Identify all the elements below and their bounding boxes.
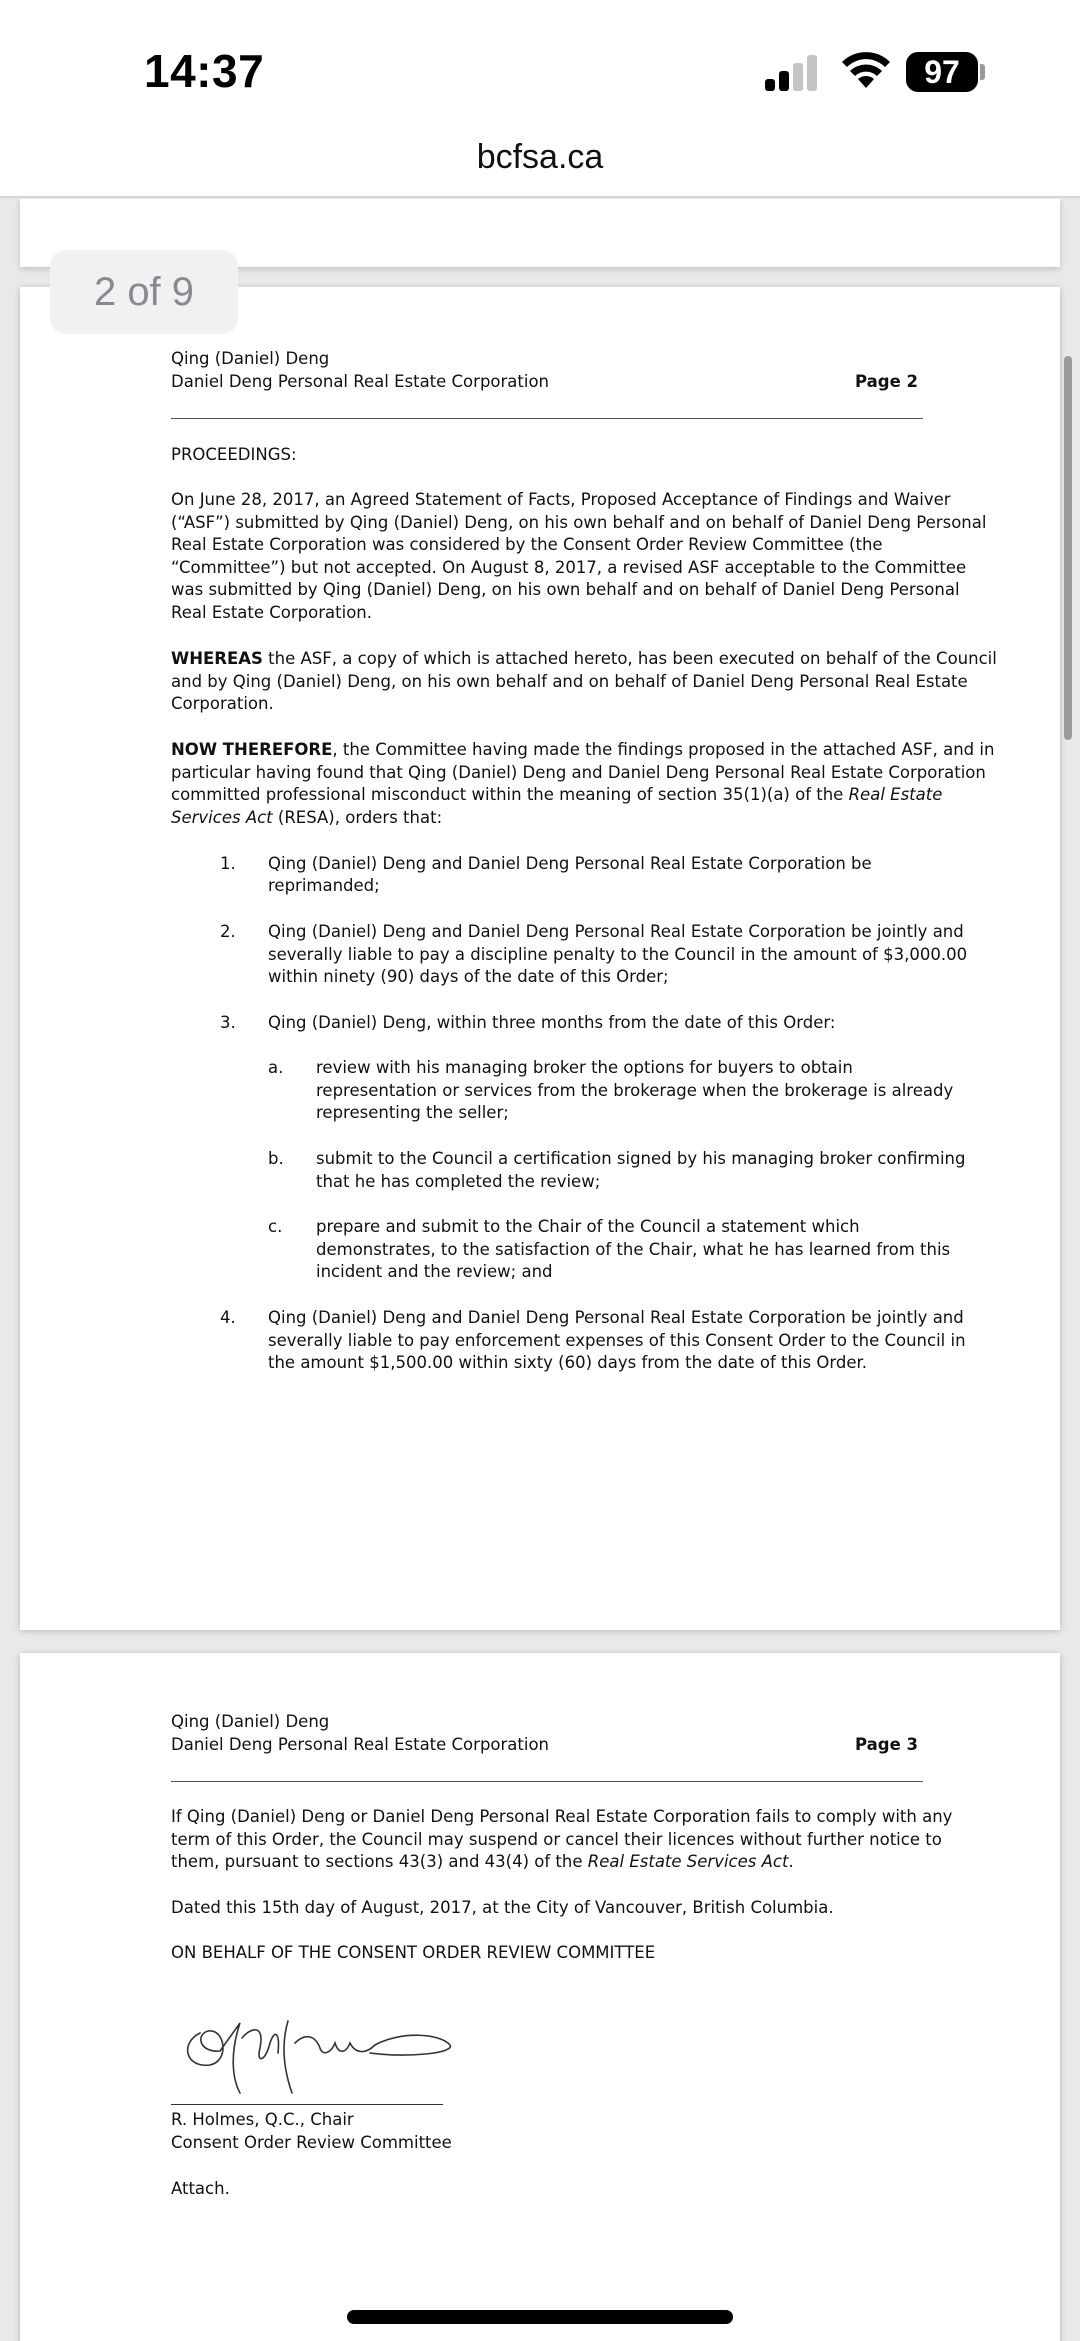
signature-image: [170, 1993, 460, 2103]
item-number: 4.: [220, 1308, 236, 1327]
dated-line: Dated this 15th day of August, 2017, at the City of Vancouver, British Columbia.: [171, 1898, 834, 1917]
whereas-label: WHEREAS: [171, 649, 263, 668]
paragraph-line: Corporation.: [171, 694, 274, 713]
item-line: severally liable to pay enforcement expenses of this Consent Order to the Council in: [268, 1331, 966, 1350]
paragraph-line: (“ASF”) submitted by Qing (Daniel) Deng, on his own behalf and on behalf of Daniel Deng Personal: [171, 513, 987, 532]
subitem-line: that he has completed the review;: [316, 1172, 601, 1191]
subitem-line: submit to the Council a certification signed by his managing broker confirming: [316, 1149, 966, 1168]
signature-line: [171, 2104, 443, 2105]
clock: 14:37: [144, 45, 265, 97]
battery-cap: [980, 64, 985, 80]
page-indicator: 2 of 9: [50, 250, 238, 334]
pdf-page-3: [20, 1653, 1060, 2341]
subitem-line: incident and the review; and: [316, 1262, 553, 1281]
paragraph-line: If Qing (Daniel) Deng or Daniel Deng Personal Real Estate Corporation fails to comply with any: [171, 1807, 953, 1826]
item-line: Qing (Daniel) Deng and Daniel Deng Personal Real Estate Corporation be jointly and: [268, 922, 964, 941]
scrollbar[interactable]: [1064, 356, 1072, 740]
status-bar: [0, 0, 1080, 130]
item-line: severally liable to pay a discipline penalty to the Council in the amount of $3,000.00: [268, 945, 968, 964]
text-span: (RESA), orders that:: [272, 808, 443, 827]
signer-committee: Consent Order Review Committee: [171, 2133, 452, 2152]
item-line: within ninety (90) days of the date of this Order;: [268, 967, 669, 986]
whereas-text: the ASF, a copy of which is attached hereto, has been executed on behalf of the Council: [262, 649, 997, 668]
item-line: the amount $1,500.00 within sixty (60) days from the date of this Order.: [268, 1353, 868, 1372]
page-number-label: Page 2: [855, 372, 919, 391]
url-text[interactable]: bcfsa.ca: [476, 138, 604, 176]
paragraph-line: [171, 648, 997, 671]
home-indicator[interactable]: [347, 2310, 733, 2324]
paragraph-line: On June 28, 2017, an Agreed Statement of Facts, Proposed Acceptance of Findings and Waiver: [171, 490, 951, 509]
paragraph-line: [171, 784, 942, 807]
paragraph-line: [171, 739, 994, 762]
wifi-icon: [840, 52, 892, 90]
pdf-viewer[interactable]: [0, 199, 1080, 2341]
item-number: 2.: [220, 922, 236, 941]
item-line: Qing (Daniel) Deng and Daniel Deng Personal Real Estate Corporation be: [268, 854, 872, 873]
paragraph-line: and by Qing (Daniel) Deng, on his own behalf and on behalf of Daniel Deng Personal Real Estate: [171, 672, 968, 691]
battery-icon: 97: [906, 52, 978, 92]
address-bar[interactable]: [0, 130, 1080, 198]
text-span: them, pursuant to sections 43(3) and 43(4) of the: [171, 1852, 588, 1871]
behalf-line: ON BEHALF OF THE CONSENT ORDER REVIEW COMMITTEE: [171, 1943, 656, 1962]
subitem-line: demonstrates, to the satisfaction of the Chair, what he has learned from this: [316, 1240, 951, 1259]
header-rule: [171, 418, 923, 419]
text-span: .: [788, 1852, 794, 1871]
page-number-label: Page 3: [855, 1735, 919, 1754]
now-therefore-text: , the Committee having made the findings proposed in the attached ASF, and in: [332, 740, 995, 759]
attach-label: Attach.: [171, 2179, 230, 2198]
paragraph-line: term of this Order, the Council may suspend or cancel their licences without further notice to: [171, 1830, 942, 1849]
proceedings-heading: PROCEEDINGS:: [171, 445, 297, 464]
header-rule: [171, 1781, 923, 1782]
paragraph-line: Real Estate Corporation.: [171, 603, 372, 622]
subitem-line: representing the seller;: [316, 1103, 509, 1122]
cellular-signal-icon: [765, 55, 821, 91]
signer-name: R. Holmes, Q.C., Chair: [171, 2110, 354, 2129]
act-title: Real Estate Services Act: [587, 1852, 789, 1871]
now-therefore-label: NOW THEREFORE: [171, 740, 333, 759]
act-title: Real Estate: [848, 785, 943, 804]
subitem-line: review with his managing broker the options for buyers to obtain: [316, 1058, 853, 1077]
subitem-line: representation or services from the brokerage when the brokerage is already: [316, 1081, 954, 1100]
item-number: 1.: [220, 854, 236, 873]
header-corp: Daniel Deng Personal Real Estate Corporation: [171, 372, 550, 391]
item-line: Qing (Daniel) Deng and Daniel Deng Personal Real Estate Corporation be jointly and: [268, 1308, 964, 1327]
paragraph-line: [171, 1851, 794, 1874]
paragraph-line: particular having found that Qing (Daniel) Deng and Daniel Deng Personal Real Estate Corporation: [171, 763, 986, 782]
item-line: reprimanded;: [268, 876, 380, 895]
item-number: 3.: [220, 1013, 236, 1032]
subitem-letter: b.: [268, 1149, 284, 1168]
paragraph-line: “Committee”) but not accepted. On August 8, 2017, a revised ASF acceptable to the Committee: [171, 558, 967, 577]
header-name: Qing (Daniel) Deng: [171, 349, 330, 368]
item-line: Qing (Daniel) Deng, within three months from the date of this Order:: [268, 1013, 836, 1032]
subitem-line: prepare and submit to the Chair of the Council a statement which: [316, 1217, 860, 1236]
paragraph-line: [171, 807, 442, 830]
paragraph-line: was submitted by Qing (Daniel) Deng, on his own behalf and on behalf of Daniel Deng Personal: [171, 580, 960, 599]
act-title: Services Act: [171, 808, 273, 827]
subitem-letter: a.: [268, 1058, 284, 1077]
text-span: committed professional misconduct within the meaning of section 35(1)(a) of the: [171, 785, 849, 804]
subitem-letter: c.: [268, 1217, 283, 1236]
header-name: Qing (Daniel) Deng: [171, 1712, 330, 1731]
header-corp: Daniel Deng Personal Real Estate Corporation: [171, 1735, 550, 1754]
pdf-page-2: [20, 287, 1060, 1630]
paragraph-line: Real Estate Corporation was considered by the Consent Order Review Committee (the: [171, 535, 883, 554]
